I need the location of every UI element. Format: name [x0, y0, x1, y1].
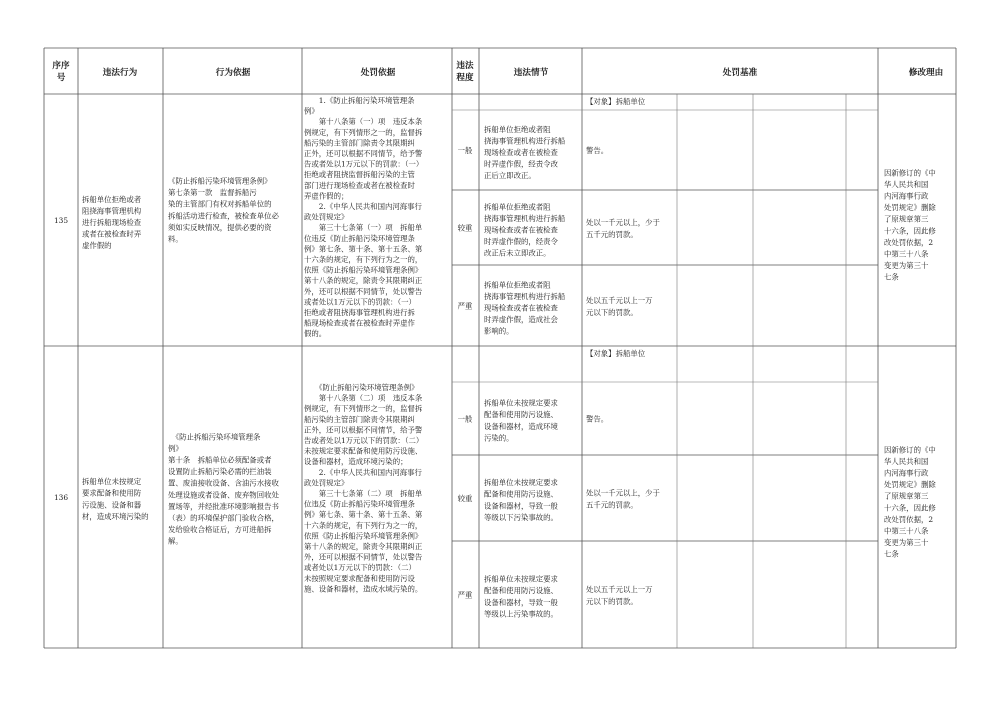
cell-reason-line: 中第三十八条	[884, 249, 929, 259]
cell-violation-line: 虚作假的	[82, 241, 112, 251]
cell-penalty-basis-line: 第十八条第（二）项 违反本条	[304, 393, 423, 403]
cell-behavior-basis-line: 拆船活动进行检查，被检查单位必	[168, 211, 279, 221]
cell-circumstance-line: 设备和器材，造成环境	[484, 421, 558, 431]
cell-circumstance-line: 配备和使用防污设施、	[484, 586, 558, 596]
cell-penalty-basis-line: 第三十七条第（二）项 拆船单	[304, 489, 423, 498]
cell-circumstance-line: 配备和使用防污设施、	[484, 410, 558, 420]
cell-circumstance-line: 配备和使用防污设施、	[484, 489, 558, 499]
cell-penalty-basis-line: 告或者处以1万元以下的罚款：（一）	[304, 159, 424, 169]
cell-reason-line: 七条	[884, 272, 899, 282]
cell-penalty-basis-line: 政处罚规定》	[304, 212, 349, 222]
cell-penalty-basis	[304, 383, 423, 594]
cell-penalty-basis-line: 第十八条的规定，除责令其限期纠正	[304, 276, 423, 286]
cell-reason-line: 变更为第三十	[884, 261, 929, 271]
cell-degree: 较重	[457, 223, 473, 233]
cell-reason-line: 处罚规定》删除	[884, 480, 936, 490]
cell-violation-line: 进行拆船现场检查	[82, 218, 142, 227]
cell-penalty-basis-line: 未按照规定要求配备和使用防污设	[304, 573, 415, 583]
cell-standard-line: 警告。	[586, 414, 609, 424]
cell-behavior-basis-line: 第七条第一款 监督拆船污	[168, 188, 257, 198]
cell-reason-line: 十六条，因此修	[884, 226, 936, 236]
cell-penalty-basis-line: 第十八条第（一）项 违反本条	[304, 117, 423, 127]
cell-penalty-basis-line: 依照《防止拆船污染环境管理条例》	[304, 531, 423, 541]
cell-reason-line: 了原规章第三	[884, 214, 929, 224]
header-reason: 修改理由	[908, 68, 944, 78]
header-degree-line1: 违法	[456, 61, 474, 71]
cell-reason-line: 内河海事行政	[884, 191, 929, 201]
cell-penalty-basis-line: 十六条的规定，有下列行为之一的，	[304, 255, 423, 264]
cell-reason-line: 华人民共和国	[884, 179, 929, 189]
cell-reason-line: 华人民共和国	[884, 456, 929, 466]
cell-circumstance-line: 设备和器材，导致一般	[484, 597, 558, 607]
cell-circumstance-line: 等级以下污染事故的。	[484, 512, 558, 522]
cell-circumstance-line: 现场检查或者在被检查	[484, 148, 558, 157]
table-header	[52, 59, 943, 83]
cell-penalty-basis-line: 或者处以1万元以下的罚款：（二）	[304, 563, 416, 573]
cell-reason-line: 处罚规定》删除	[884, 203, 936, 213]
cell-penalty-basis	[304, 96, 423, 338]
cell-reason-line: 变更为第三十	[884, 538, 929, 548]
cell-penalty-basis-line: 正外，还可以根据不同情节，给予警	[304, 149, 423, 158]
cell-circumstance	[484, 280, 566, 335]
cell-penalty-basis-line: 例规定，有下列情形之一的，监督拆	[304, 404, 423, 414]
cell-degree: 较重	[457, 494, 473, 503]
cell-circumstance-line: 拆船单位拒绝或者阻	[484, 280, 551, 290]
cell-standard-line: 五千元的罚款。	[586, 229, 638, 239]
cell-penalty-basis-line: 第三十七条第（一）项 拆船单	[304, 223, 423, 233]
cell-standard-line: 元以下的罚款。	[586, 596, 638, 606]
cell-penalty-basis-line: 施、设备和器材，造成水域污染的。	[304, 584, 423, 594]
cell-behavior-basis	[168, 177, 279, 244]
cell-reason-line: 了原规章第三	[884, 491, 929, 501]
cell-standard-line: 处以五千元以上一万	[586, 296, 653, 306]
cell-reason-line: 改处罚依据，2	[884, 237, 934, 247]
cell-reason	[884, 168, 936, 281]
cell-circumstance-line: 挠海事管理机构进行拆船	[484, 136, 566, 146]
cell-behavior-basis-line: 解。	[168, 536, 183, 546]
cell-behavior-basis-line: 置场等，并经批准环境影响报告书	[168, 501, 279, 511]
cell-circumstance-line: 正后立即改正。	[484, 171, 536, 181]
cell-violation-line: 污设施、设备和器	[82, 500, 142, 510]
cell-circumstance-line: 时弄虚作假，经责令改	[484, 159, 558, 169]
row-seq: 135	[53, 216, 69, 225]
cell-behavior-basis-line: 处理设施或者设备、废弃物回收处	[168, 490, 279, 500]
cell-circumstance-line: 拆船单位未按规定要求	[484, 398, 558, 408]
cell-circumstance-line: 拆船单位拒绝或者阻	[484, 202, 551, 212]
cell-circumstance-line: 时弄虚作假，造成社会	[484, 315, 558, 325]
cell-object: 【对象】拆船单位	[586, 349, 646, 358]
header-seq-line1: 序序	[52, 61, 70, 71]
header-degree-line2: 程度	[456, 73, 474, 83]
row-seq: 136	[53, 493, 69, 502]
cell-circumstance-line: 拆船单位未按规定要求	[484, 574, 558, 584]
penalty-level	[458, 125, 609, 180]
table-body	[54, 96, 936, 618]
cell-standard	[586, 296, 653, 317]
cell-behavior-basis-line: 料。	[168, 234, 183, 244]
cell-penalty-basis-line: 外，还可以根据不同情节，处以警告	[304, 552, 423, 562]
penalty-level	[458, 202, 661, 257]
header-circumstance: 违法情节	[513, 68, 549, 78]
cell-violation	[82, 195, 142, 250]
cell-penalty-basis-line: 例》第七条、第十条、第十五条、第	[304, 244, 423, 254]
cell-penalty-basis-line: 船污染的主管部门除责令其限期纠	[304, 138, 415, 148]
cell-object: 【对象】拆船单位	[586, 97, 646, 106]
header-seq-line2: 号	[56, 73, 66, 83]
cell-behavior-basis-line: 例》	[168, 443, 183, 453]
cell-degree: 一般	[457, 146, 473, 155]
cell-standard	[586, 585, 653, 606]
header-basis: 行为依据	[215, 68, 251, 78]
cell-behavior-basis-line: 《防止拆船污染环境管理条	[168, 432, 261, 442]
cell-circumstance	[484, 125, 566, 180]
cell-violation-line: 材，造成环境污染的	[82, 511, 149, 521]
penalty-level	[458, 478, 661, 522]
cell-degree: 严重	[457, 590, 473, 600]
cell-penalty-basis-line: 未按规定要求配备和使用防污设施、	[304, 446, 423, 456]
penalty-level	[458, 280, 654, 335]
cell-degree: 一般	[457, 414, 473, 424]
cell-circumstance-line: 现场检查或者在被检查	[484, 225, 558, 235]
cell-penalty-basis-line: 依照《防止拆船污染环境管理条例》	[304, 265, 423, 275]
cell-reason-line: 十六条，因此修	[884, 503, 936, 513]
cell-circumstance-line: 设备和器材，导致一般	[484, 501, 558, 511]
cell-circumstance-line: 改正后未立即改正。	[484, 248, 551, 258]
cell-violation-line: 拆船单位拒绝或者	[82, 194, 142, 204]
cell-penalty-basis-line: 2.《中华人民共和国内河海事行	[304, 202, 422, 211]
cell-penalty-basis-line: 位违反《防止拆船污染环境管理条	[304, 499, 415, 509]
cell-circumstance-line: 影响的。	[484, 326, 514, 336]
cell-standard-line: 元以下的罚款。	[586, 307, 638, 317]
cell-circumstance-line: 拆船单位拒绝或者阻	[484, 124, 551, 134]
penalty-level	[458, 575, 654, 619]
cell-penalty-basis-line: 外，还可以根据不同情节，处以警告	[304, 286, 423, 296]
cell-penalty-basis-line: 弄虚作假的；	[304, 191, 349, 201]
cell-standard-line: 五千元的罚款。	[586, 500, 638, 510]
cell-reason-line: 因新修订的《中	[884, 168, 936, 178]
cell-penalty-basis-line: 船污染的主管部门除责令其限期纠	[304, 414, 415, 424]
cell-circumstance-line: 现场检查或者在被检查	[484, 303, 558, 313]
cell-standard	[586, 218, 661, 239]
cell-behavior-basis-line: （表）的环境保护部门验收合格，	[168, 513, 279, 523]
cell-standard-line: 处以一千元以上，少于	[586, 488, 660, 498]
cell-circumstance-line: 挠海事管理机构进行拆船	[484, 291, 566, 301]
cell-penalty-basis-line: 拒绝或者阻挠海事管理机构进行拆	[304, 308, 415, 317]
cell-violation-line: 要求配备和使用防	[82, 488, 142, 498]
penalty-level	[458, 399, 609, 443]
cell-behavior-basis-line: 设置防止拆船污染必需的拦油装	[168, 467, 272, 477]
cell-circumstance-line: 时弄虚作假的，经责令	[484, 237, 558, 247]
cell-behavior-basis-line: 须如实反映情况，提供必要的资	[168, 222, 272, 232]
header-violation: 违法行为	[102, 68, 138, 78]
cell-penalty-basis-line: 告或者处以1万元以下的罚款：（二）	[304, 436, 424, 445]
cell-violation-line: 或者在被检查时弄	[82, 229, 142, 239]
cell-penalty-basis-line: 第十八条的规定，除责令其限期纠正	[304, 542, 423, 551]
cell-reason-line: 七条	[884, 549, 899, 559]
cell-penalty-basis-line: 政处罚规定》	[304, 478, 349, 488]
cell-circumstance-line: 拆船单位未按规定要求	[484, 478, 558, 488]
cell-violation-line: 拆船单位未按规定	[82, 477, 142, 487]
cell-behavior-basis-line: 第十条 拆船单位必须配备或者	[168, 455, 272, 465]
cell-behavior-basis-line: 发给验收合格证后，方可进船拆	[168, 525, 272, 535]
cell-degree: 严重	[457, 301, 473, 311]
table-row	[54, 349, 936, 618]
cell-behavior-basis-line: 《防止拆船污染环境管理条例》	[168, 176, 272, 186]
cell-behavior-basis	[168, 432, 279, 545]
cell-penalty-basis-line: 《防止拆船污染环境管理条例》	[304, 383, 419, 392]
cell-standard-line: 处以一千元以上，少于	[586, 218, 660, 228]
cell-penalty-basis-line: 设备和器材，造成环境污染的；	[304, 457, 408, 467]
cell-penalty-basis-line: 拒绝或者阻挠监督拆船污染的主管	[304, 170, 415, 180]
cell-standard	[586, 415, 608, 424]
cell-penalty-basis-line: 船现场检查或者在被检查时弄虚作	[304, 318, 415, 328]
cell-behavior-basis-line: 染的主管部门有权对拆船单位的	[168, 199, 272, 209]
header-standard: 处罚基准	[722, 68, 758, 78]
cell-penalty-basis-line: 位违反《防止拆船污染环境管理条	[304, 233, 415, 243]
cell-reason	[884, 445, 936, 558]
cell-violation-line: 阻挠海事管理机构	[82, 206, 142, 216]
cell-standard-line: 警告。	[586, 146, 609, 155]
cell-penalty-basis-line: 部门进行现场检查或者在被检查时	[304, 180, 415, 190]
cell-behavior-basis-line: 置、废油接收设备、含油污水接收	[168, 478, 279, 488]
cell-penalty-basis-line: 1.《防止拆船污染环境管理条	[304, 96, 415, 105]
cell-circumstance	[484, 575, 559, 619]
cell-circumstance-line: 等级以上污染事故的。	[484, 609, 558, 619]
cell-violation	[82, 477, 149, 522]
cell-circumstance	[484, 202, 566, 257]
header-penalty-basis: 处罚依据	[360, 68, 396, 78]
table-row	[54, 96, 936, 338]
cell-reason-line: 改处罚依据，2	[884, 514, 934, 524]
cell-penalty-basis-line: 假的。	[304, 329, 327, 339]
cell-reason-line: 因新修订的《中	[884, 445, 936, 455]
cell-penalty-basis-line: 例》	[304, 106, 319, 116]
cell-reason-line: 中第三十八条	[884, 526, 929, 536]
cell-penalty-basis-line: 例》第七条、第十条、第十五条、第	[304, 510, 423, 520]
cell-penalty-basis-line: 或者处以1万元以下的罚款：（一）	[304, 297, 416, 307]
cell-penalty-basis-line: 例规定，有下列情形之一的，监督拆	[304, 127, 423, 137]
cell-circumstance	[484, 478, 559, 522]
cell-circumstance-line: 挠海事管理机构进行拆船	[484, 213, 566, 223]
cell-standard-line: 处以五千元以上一万	[586, 585, 653, 595]
cell-penalty-basis-line: 2.《中华人民共和国内河海事行	[304, 467, 422, 477]
cell-penalty-basis-line: 十六条的规定，有下列行为之一的，	[304, 520, 423, 530]
cell-circumstance-line: 污染的。	[484, 433, 514, 443]
cell-standard	[586, 146, 608, 155]
cell-circumstance	[484, 399, 559, 443]
cell-standard	[586, 489, 661, 510]
cell-penalty-basis-line: 正外，还可以根据不同情节，给予警	[304, 425, 423, 435]
cell-reason-line: 内河海事行政	[884, 468, 929, 478]
